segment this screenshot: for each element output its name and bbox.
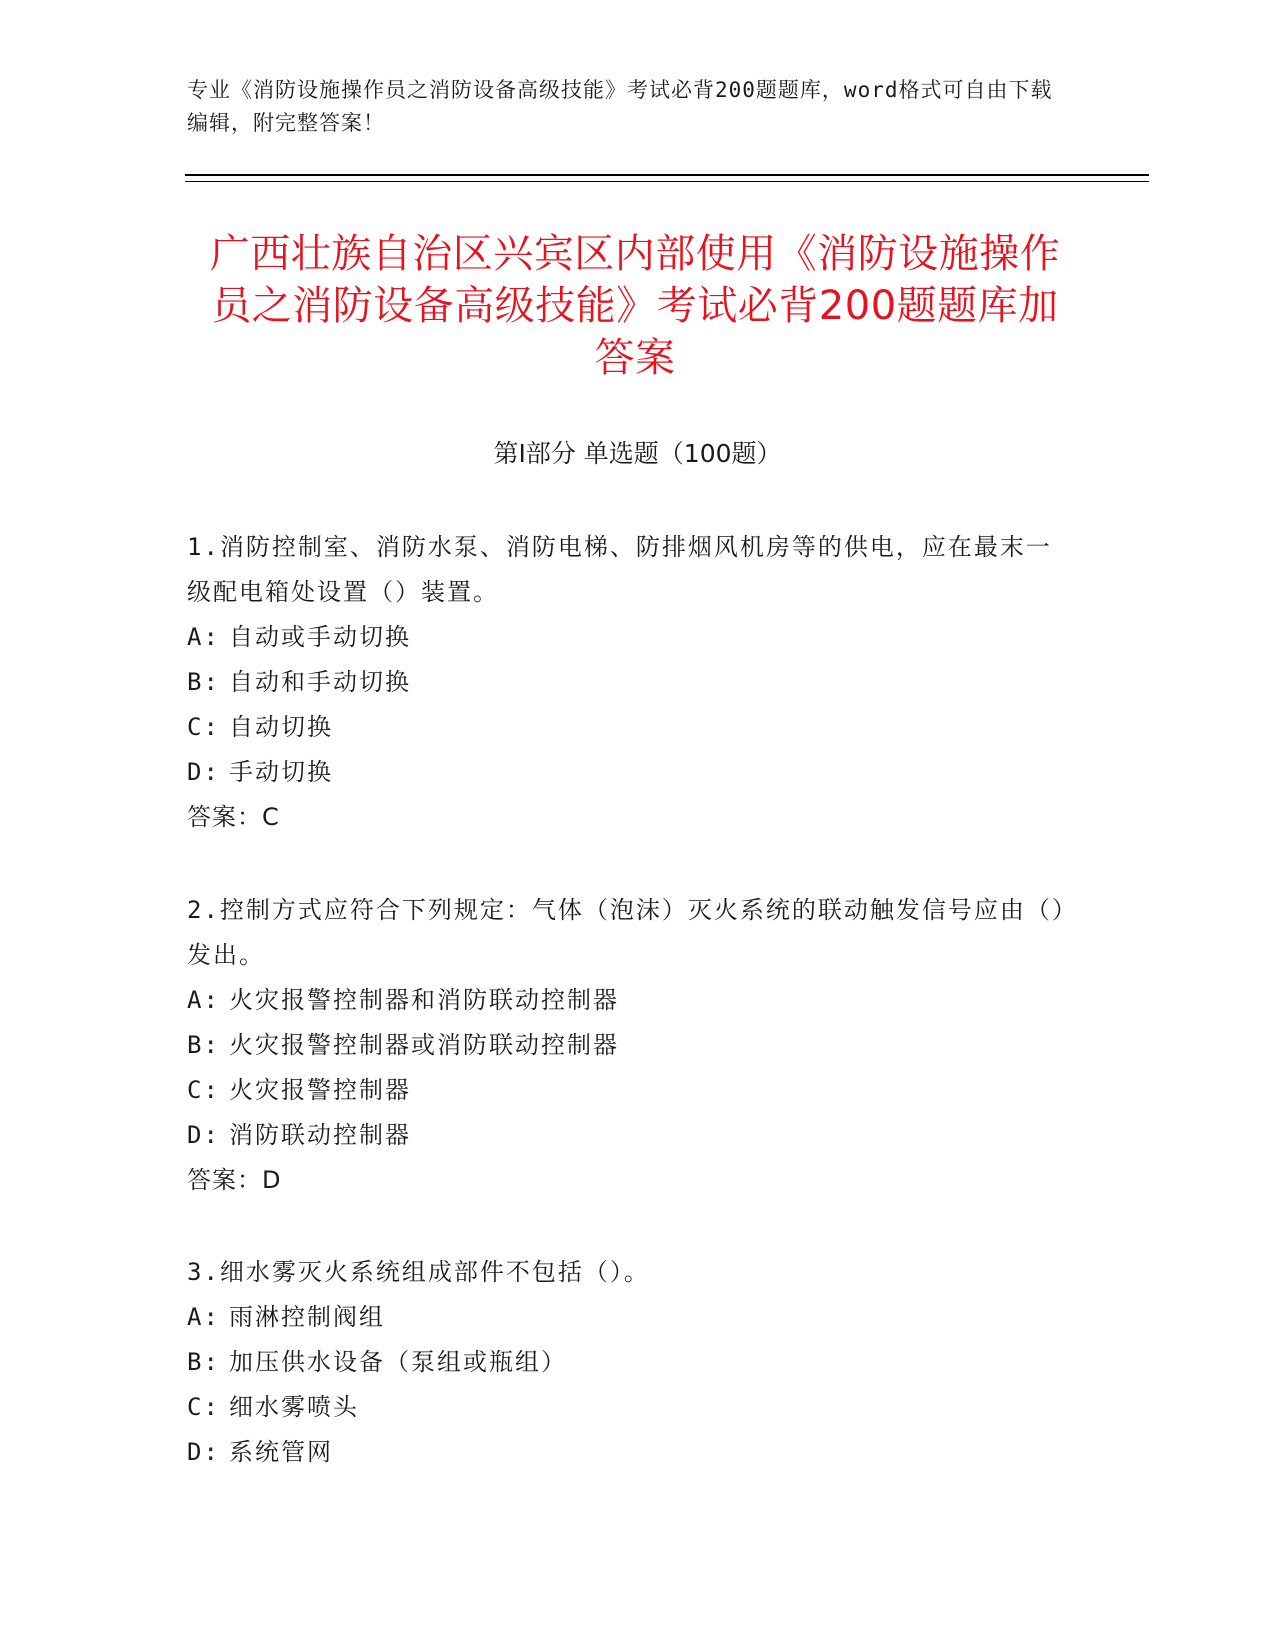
option-text: 雨淋控制阀组 xyxy=(229,1303,385,1331)
option-key: A: xyxy=(187,1303,220,1331)
option-text: 系统管网 xyxy=(229,1438,333,1466)
option-key: B: xyxy=(187,1031,220,1059)
header-divider-thin xyxy=(185,181,1149,182)
option-text: 火灾报警控制器或消防联动控制器 xyxy=(229,1031,619,1059)
question-stem: 1.消防控制室、消防水泵、消防电梯、防排烟风机房等的供电，应在最末一级配电箱处设置（）装置。 xyxy=(187,533,1052,606)
option-b xyxy=(187,660,1067,705)
option-c xyxy=(187,705,1067,750)
option-b xyxy=(187,1023,1067,1068)
question-1 xyxy=(187,525,1067,840)
option-key: C: xyxy=(187,1393,220,1421)
header-note: 专业《消防设施操作员之消防设备高级技能》考试必背200题题库，word格式可自由下载编辑，附完整答案！ xyxy=(187,78,1053,135)
option-text: 火灾报警控制器和消防联动控制器 xyxy=(229,986,619,1014)
option-text: 自动和手动切换 xyxy=(229,668,411,696)
option-a xyxy=(187,615,1067,660)
option-a xyxy=(187,978,1067,1023)
option-b xyxy=(187,1340,1067,1385)
header-divider-thick xyxy=(185,174,1149,176)
document-title: 广西壮族自治区兴宾区内部使用《消防设施操作员之消防设备高级技能》考试必背200题题库加答案 xyxy=(209,231,1061,381)
option-text: 消防联动控制器 xyxy=(229,1121,411,1149)
option-key: C: xyxy=(187,1076,220,1104)
option-c xyxy=(187,1385,1067,1430)
option-text: 细水雾喷头 xyxy=(229,1393,359,1421)
question-3 xyxy=(187,1250,1067,1475)
option-text: 火灾报警控制器 xyxy=(229,1076,411,1104)
question-stem: 3.细水雾灭火系统组成部件不包括（）。 xyxy=(187,1258,650,1286)
option-key: D: xyxy=(187,1438,220,1466)
option-text: 自动切换 xyxy=(229,713,333,741)
option-key: B: xyxy=(187,1348,220,1376)
option-a xyxy=(187,1295,1067,1340)
option-key: C: xyxy=(187,713,220,741)
option-key: B: xyxy=(187,668,220,696)
option-key: D: xyxy=(187,1121,220,1149)
option-c xyxy=(187,1068,1067,1113)
question-2 xyxy=(187,888,1067,1203)
option-text: 自动或手动切换 xyxy=(229,623,411,651)
question-stem: 2.控制方式应符合下列规定：气体（泡沫）灭火系统的联动触发信号应由（）发出。 xyxy=(187,896,1066,969)
option-d xyxy=(187,1430,1067,1475)
option-text: 手动切换 xyxy=(229,758,333,786)
answer-line: 答案：C xyxy=(187,803,280,831)
option-d xyxy=(187,1113,1067,1158)
option-key: D: xyxy=(187,758,220,786)
option-key: A: xyxy=(187,623,220,651)
option-key: A: xyxy=(187,986,220,1014)
option-d xyxy=(187,750,1067,795)
option-text: 加压供水设备（泵组或瓶组） xyxy=(229,1348,567,1376)
section-heading: 第I部分 单选题（100题） xyxy=(493,439,782,468)
answer-line: 答案：D xyxy=(187,1166,282,1194)
